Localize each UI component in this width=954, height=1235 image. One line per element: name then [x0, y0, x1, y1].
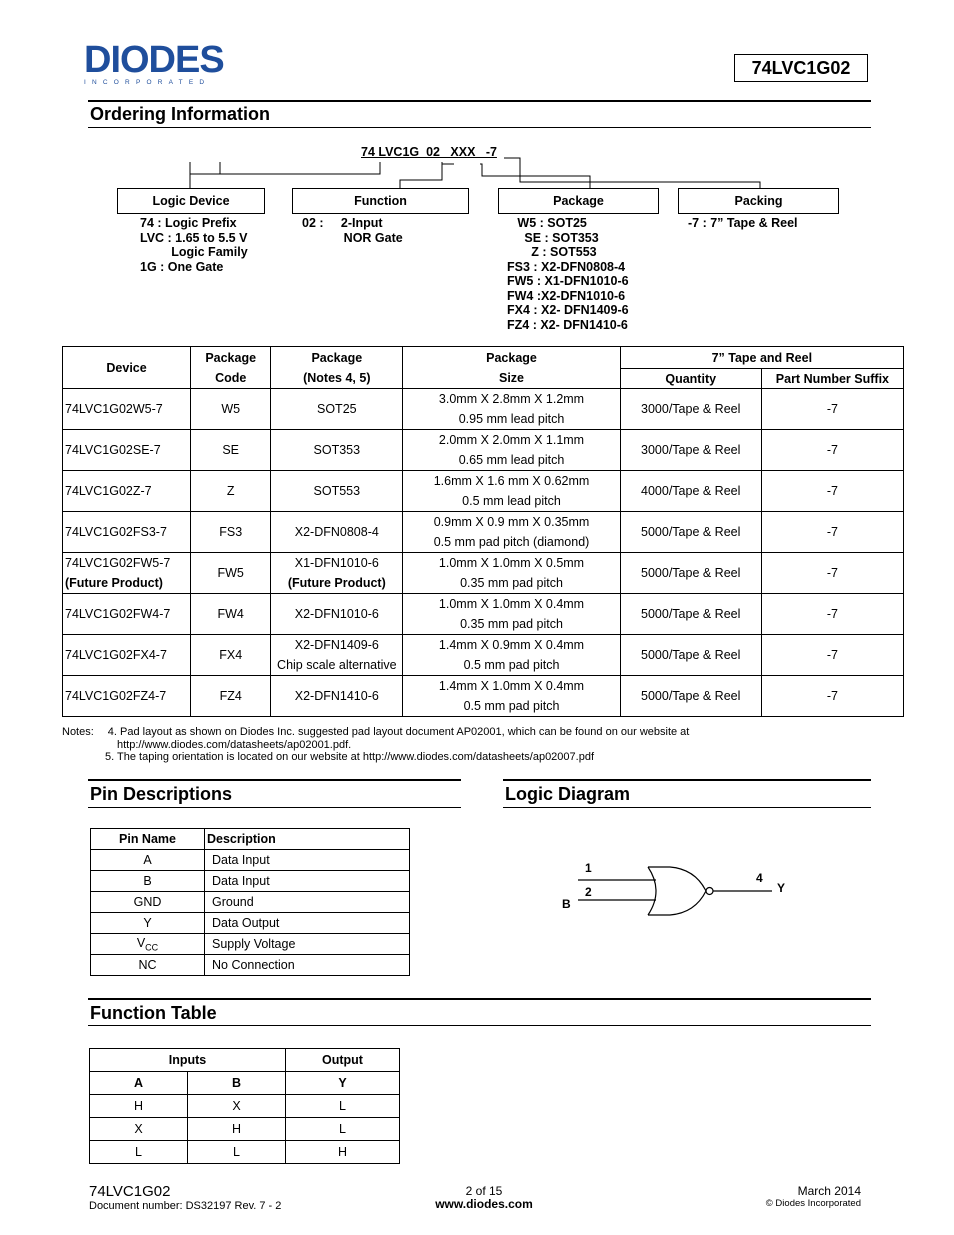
- gate-body: [648, 867, 706, 915]
- package-name: X2-DFN1010-6: [294, 607, 379, 621]
- th-col-a: A: [90, 1072, 188, 1095]
- package-note: Chip scale alternative: [277, 658, 397, 672]
- truth-row: [90, 1118, 400, 1141]
- header-rule-bottom: [88, 127, 871, 128]
- size-pitch: 0.5 mm pad pitch (diamond): [433, 535, 590, 549]
- cell-device: [63, 594, 191, 635]
- package-name: SOT553: [313, 484, 361, 498]
- footer-page: 2 of 15: [465, 1184, 503, 1198]
- th-output: Output: [286, 1049, 400, 1072]
- cell-size: [403, 430, 620, 471]
- pin-name: $V_{CC}$: [91, 934, 205, 955]
- truth-cell: L: [286, 1095, 400, 1118]
- size-pitch: 0.5 mm pad pitch: [463, 699, 560, 713]
- box-logic-device: Logic Device: [117, 188, 265, 214]
- size-dims: 3.0mm X 2.8mm X 1.2mm: [438, 392, 585, 406]
- th-pin-desc: Description: [205, 829, 410, 850]
- cell-suffix: -7: [761, 553, 903, 594]
- function-rule-bottom: [88, 1025, 871, 1026]
- order-row: [63, 553, 904, 594]
- table-notes: Notes: 4. Pad layout as shown on Diodes Inc. suggested pad layout document AP02001, which can be found on our website at http://www.diodes.com/datasheets/ap02001.pdf. 5. The taping orientation is located on our website at http://www.diodes.com/datasheets/ap02007.pdf: [62, 726, 690, 763]
- cell-suffix: -7: [761, 430, 903, 471]
- logic-rule-bottom: [503, 807, 871, 808]
- package-name: SOT25: [317, 402, 357, 416]
- footer-url[interactable]: www.diodes.com: [435, 1197, 533, 1211]
- logic-diagram-title: Logic Diagram: [505, 784, 631, 804]
- device-name: 74LVC1G02W5-7: [65, 402, 163, 416]
- pin-name: GND: [91, 892, 205, 913]
- pin-rule-bottom: [88, 807, 461, 808]
- pin-description: No Connection: [205, 955, 410, 976]
- pin-description: Ground: [205, 892, 410, 913]
- output-y-label: Y: [777, 881, 786, 895]
- size-dims: 1.4mm X 0.9mm X 0.4mm: [438, 638, 585, 652]
- pin-row: [91, 850, 410, 871]
- th-tape-reel: 7” Tape and Reel: [620, 347, 903, 369]
- cell-quantity: 3000/Tape & Reel: [620, 430, 761, 471]
- th-pin-name: Pin Name: [91, 829, 205, 850]
- box-packing: Packing: [678, 188, 839, 214]
- pin-name: Y: [91, 913, 205, 934]
- size-dims: 0.9mm X 0.9 mm X 0.35mm: [433, 515, 590, 529]
- header-rule-top: [88, 100, 871, 102]
- cell-size: [403, 512, 620, 553]
- order-code-connectors: [180, 156, 780, 191]
- cell-size: [403, 635, 620, 676]
- truth-cell: X: [188, 1095, 286, 1118]
- order-row: [63, 635, 904, 676]
- size-dims: 1.0mm X 1.0mm X 0.4mm: [438, 597, 585, 611]
- size-pitch: 0.5 mm lead pitch: [462, 494, 561, 508]
- gate-back-curve: [648, 867, 656, 915]
- cell-size: [403, 471, 620, 512]
- th-inputs: Inputs: [90, 1049, 286, 1072]
- order-row: [63, 676, 904, 717]
- truth-cell: H: [286, 1141, 400, 1164]
- cell-code: FX4: [191, 635, 271, 676]
- cell-suffix: -7: [761, 389, 903, 430]
- pin-name: A: [91, 850, 205, 871]
- logic-device-desc: 74 : Logic Prefix LVC : 1.65 to 5.5 V Logic Family 1G : One Gate: [140, 216, 248, 274]
- cell-device: [63, 471, 191, 512]
- order-row: [63, 430, 904, 471]
- pin-row: [91, 871, 410, 892]
- function-rule-top: [88, 998, 871, 1000]
- truth-cell: X: [90, 1118, 188, 1141]
- footer-part: 74LVC1G02: [89, 1183, 171, 1200]
- cell-device: [63, 512, 191, 553]
- pin-description: Data Input: [205, 871, 410, 892]
- cell-code: FW5: [191, 553, 271, 594]
- cell-suffix: -7: [761, 676, 903, 717]
- cell-size: [403, 676, 620, 717]
- th-col-y: Y: [286, 1072, 400, 1095]
- size-pitch: 0.5 mm pad pitch: [463, 658, 560, 672]
- cell-code: W5: [191, 389, 271, 430]
- th-code: Package Code: [191, 347, 271, 389]
- cell-device: [63, 430, 191, 471]
- diodes-logo: [84, 42, 260, 86]
- th-package: Package (Notes 4, 5): [271, 347, 403, 389]
- pin2-label: 2: [585, 885, 592, 899]
- pin-row: [91, 934, 410, 955]
- cell-package: [271, 512, 403, 553]
- package-name: X2-DFN1410-6: [294, 689, 379, 703]
- cell-suffix: -7: [761, 471, 903, 512]
- order-row: [63, 512, 904, 553]
- size-dims: 1.0mm X 1.0mm X 0.5mm: [438, 556, 585, 570]
- cell-quantity: 5000/Tape & Reel: [620, 635, 761, 676]
- device-name: 74LVC1G02FX4-7: [65, 648, 167, 662]
- size-pitch: 0.65 mm lead pitch: [458, 453, 565, 467]
- truth-cell: L: [286, 1118, 400, 1141]
- cell-quantity: 4000/Tape & Reel: [620, 471, 761, 512]
- box-package: Package: [498, 188, 659, 214]
- device-name: 74LVC1G02SE-7: [65, 443, 161, 457]
- th-suffix: Part Number Suffix: [761, 369, 903, 389]
- device-name: 74LVC1G02Z-7: [65, 484, 152, 498]
- th-quantity: Quantity: [620, 369, 761, 389]
- size-pitch: 0.95 mm lead pitch: [458, 412, 565, 426]
- cell-code: Z: [191, 471, 271, 512]
- ordering-table: [62, 346, 904, 717]
- size-dims: 2.0mm X 2.0mm X 1.1mm: [438, 433, 585, 447]
- cell-size: [403, 553, 620, 594]
- footer-date: March 2014: [797, 1184, 861, 1198]
- logic-rule-top: [503, 779, 871, 781]
- truth-cell: L: [188, 1141, 286, 1164]
- cell-size: [403, 389, 620, 430]
- pin-description: Data Input: [205, 850, 410, 871]
- package-name: SOT353: [313, 443, 361, 457]
- size-pitch: 0.35 mm pad pitch: [460, 576, 563, 590]
- ordering-title: Ordering Information: [90, 104, 270, 124]
- size-dims: 1.6mm X 1.6 mm X 0.62mm: [433, 474, 590, 488]
- cell-package: [271, 594, 403, 635]
- cell-code: FW4: [191, 594, 271, 635]
- cell-device: [63, 676, 191, 717]
- nor-gate-diagram: [560, 855, 800, 925]
- cell-suffix: -7: [761, 594, 903, 635]
- truth-cell: H: [188, 1118, 286, 1141]
- cell-package: [271, 676, 403, 717]
- device-name: 74LVC1G02FW4-7: [65, 607, 171, 621]
- cell-size: [403, 594, 620, 635]
- truth-cell: L: [90, 1141, 188, 1164]
- footer-copyright: © Diodes Incorporated: [765, 1198, 861, 1209]
- cell-quantity: 5000/Tape & Reel: [620, 594, 761, 635]
- cell-code: SE: [191, 430, 271, 471]
- pin-row: [91, 913, 410, 934]
- truth-row: [90, 1095, 400, 1118]
- function-table: [89, 1048, 400, 1164]
- package-name: X1-DFN1010-6: [294, 556, 379, 570]
- pin4-label: 4: [756, 871, 763, 885]
- pin-name: B: [91, 871, 205, 892]
- cell-code: FS3: [191, 512, 271, 553]
- pin-name: NC: [91, 955, 205, 976]
- cell-code: FZ4: [191, 676, 271, 717]
- pin1-label: 1: [585, 861, 592, 875]
- cell-device: [63, 553, 191, 594]
- order-row: [63, 389, 904, 430]
- input-b-label: B: [562, 897, 571, 911]
- footer-docnum: Document number: DS32197 Rev. 7 - 2: [89, 1200, 282, 1212]
- part-number-box: 74LVC1G02: [734, 54, 868, 82]
- th-device: Device: [63, 347, 191, 389]
- cell-quantity: 5000/Tape & Reel: [620, 676, 761, 717]
- packing-desc: -7 : 7” Tape & Reel: [688, 216, 798, 230]
- cell-package: [271, 635, 403, 676]
- pin-rule-top: [88, 779, 461, 781]
- pin-desc-title: Pin Descriptions: [90, 784, 233, 804]
- cell-device: [63, 389, 191, 430]
- order-code-string: 74 LVC1G 02 XXX -7: [361, 145, 497, 159]
- pin-row: [91, 892, 410, 913]
- cell-suffix: -7: [761, 635, 903, 676]
- pin-row: [91, 955, 410, 976]
- cell-device: [63, 635, 191, 676]
- device-name: 74LVC1G02FS3-7: [65, 525, 167, 539]
- package-desc: W5 : SOT25 SE : SOT353 Z : SOT553 FS3 : X2-DFN0808-4 FW5 : X1-DFN1010-6 FW4 :X2-DFN1010-6 FX4 : X2- DFN1409-6 FZ4 : X2- DFN1410-6: [507, 216, 629, 332]
- cell-package: [271, 471, 403, 512]
- inversion-bubble: [706, 888, 713, 895]
- order-row: [63, 471, 904, 512]
- function-desc: 02 : 2-Input NOR Gate: [302, 216, 403, 245]
- size-dims: 1.4mm X 1.0mm X 0.4mm: [438, 679, 585, 693]
- box-function: Function: [292, 188, 469, 214]
- size-pitch: 0.35 mm pad pitch: [460, 617, 563, 631]
- pin-description: Data Output: [205, 913, 410, 934]
- th-col-b: B: [188, 1072, 286, 1095]
- device-name: 74LVC1G02FW5-7: [65, 556, 171, 570]
- th-size: Package Size: [403, 347, 620, 389]
- pin-table: [90, 828, 410, 976]
- function-table-title: Function Table: [90, 1003, 217, 1023]
- pin-description: Supply Voltage: [205, 934, 410, 955]
- package-name: X2-DFN1409-6: [294, 638, 379, 652]
- package-note: (Future Product): [287, 576, 386, 590]
- pin-name-sub: CC: [145, 942, 159, 953]
- package-name: X2-DFN0808-4: [294, 525, 379, 539]
- cell-package: [271, 553, 403, 594]
- order-row: [63, 594, 904, 635]
- cell-suffix: -7: [761, 512, 903, 553]
- truth-cell: H: [90, 1095, 188, 1118]
- svg-text:DIODES: DIODES: [84, 42, 224, 81]
- cell-quantity: 5000/Tape & Reel: [620, 553, 761, 594]
- device-name: 74LVC1G02FZ4-7: [65, 689, 167, 703]
- truth-row: [90, 1141, 400, 1164]
- cell-quantity: 3000/Tape & Reel: [620, 389, 761, 430]
- svg-text:INCORPORATED: INCORPORATED: [84, 79, 211, 86]
- cell-package: [271, 430, 403, 471]
- cell-package: [271, 389, 403, 430]
- device-note: (Future Product): [65, 576, 163, 590]
- cell-quantity: 5000/Tape & Reel: [620, 512, 761, 553]
